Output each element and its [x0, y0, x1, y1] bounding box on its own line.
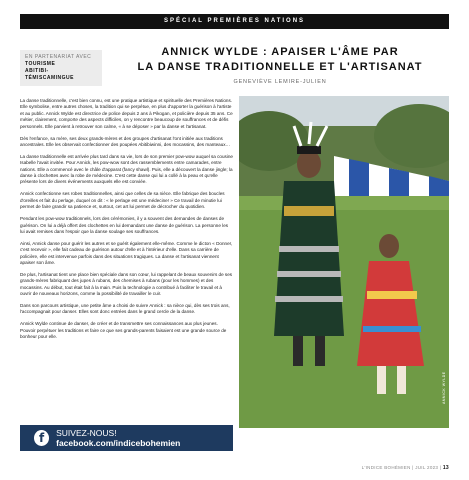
title-line-2: LA DANSE TRADITIONNELLE ET L'ARTISANAT — [137, 61, 423, 73]
facebook-icon: f — [34, 430, 49, 446]
page-number: 13 — [442, 465, 449, 471]
article-photo — [239, 96, 449, 428]
section-label: SPÉCIAL PREMIÈRES NATIONS — [20, 14, 449, 29]
article-body — [20, 98, 233, 346]
follow-label: SUIVEZ-NOUS! — [56, 428, 117, 438]
publication-info: L'INDICE BOHÉMIEN | JUIL 2023 | — [361, 465, 442, 470]
partner-name-line2: ABITIBI-TÉMISCAMINGUE — [25, 68, 74, 81]
title-line-1: ANNICK WYLDE : APAISER L'ÂME PAR — [161, 46, 399, 58]
paragraph: De plus, l'artisanat tient une place bien spéciale dans son cœur, lui rappelant de beaux souvenirs de ses grands-mères fabriquant des jupes à rubans, des chemises à rubans (pour les hommes) et des mocassins. Au début, tout était fait à la main. Puis la technologie a contribué à faciliter le travail et à ouvrir de nouveaux horizons, comme la possibilité de travailler le cuir. — [20, 271, 233, 297]
facebook-link[interactable]: facebook.com/indicebohemien — [56, 438, 181, 448]
paragraph: Ainsi, Annick danse pour guérir les autres et se guérit également elle-même. Comme le dicton « Donner, c'est recevoir », elle fait cadeau de guérison autour d'elle et à l'intérieur d'elle. Dans sa carrière de policière, elle est intervenue parfois dans des situations tragiques. La danse et l'artisanat viennent apaiser son âme. — [20, 240, 233, 266]
paragraph: Annick confectionne ses robes traditionnelles, ainsi que celles de sa nièce. Elle fabrique des boucles d'oreilles et fait du perlage, duquel on dit : « le perlage est une médecine! » Ce travail de minutie lui permet de faire grandir sa patience et, surtout, cet art lui permet de décrocher du quotidien. — [20, 191, 225, 210]
section-banner — [0, 0, 469, 44]
partner-box — [20, 50, 102, 86]
paragraph: Pendant les pow-wow traditionnels, lors des cérémonies, il y a souvent des demandes de danses de guérison. On lui a déjà offert des clochettes en lui demandant une danse de guérison. La personne les lui avait remises dans l'espoir que la danse soulage ses souffrances. — [20, 216, 229, 234]
article-byline: GENEVIÈVE LEMIRE-JULIEN — [233, 79, 327, 85]
paragraph: Dès l'enfance, sa mère, ses deux grands-mères et des groupes d'artisanat l'ont initiée aux traditions ancestrales. Elle les observait confectionner des poupées Abitibiwinni, des mocassins, des manteaux… — [20, 135, 231, 147]
paragraph: La danse traditionnelle, c'est bien connu, est une pratique artistique et spirituelle des Premières Nations. Elle symbolise, entre autres choses, la tradition qui se perpétue, en plus d'apporter la guérison à l'artiste et au public. Annick Wylde est directrice de police depuis 2 ans à Pikogan, et policière depuis 35 ans. Ce métier, clairement, comporte des aspects difficiles, on y rencontre beaucoup de souffrances et de défis personnels. Elle parvient à retrouver son calme, « à se déposer » par la danse et l'artisanat. — [20, 98, 233, 129]
paragraph: La danse traditionnelle est arrivée plus tard dans sa vie, lors de son premier pow-wow auquel sa cousine Isabelle l'avait invitée. Pour Annick, les pow-wow sont des rassemblements entre camarades, entre nations. Elle a commencé avec le châle d'apparat (fancy shawl). Puis, elle a découvert la danse jingle; la danse à clochettes avec la robe de médecine. C'est cette danse qui lui a collé à la peau et qu'elle présente lors de divers événements auxquels elle est conviée. — [20, 153, 233, 185]
facebook-banner[interactable] — [20, 425, 233, 451]
partner-name-line1: TOURISME — [25, 61, 56, 67]
partner-intro: EN PARTENARIAT AVEC — [25, 54, 92, 60]
paragraph: Annick Wylde continue de danser, de créer et de transmettre ses connaissances aux plus jeunes. Pouvoir perpétuer les traditions et faire ce que ses grands-parents faisaient est une grande source de bonheur pour elle. — [20, 321, 227, 340]
article-title — [110, 45, 450, 75]
page-footer — [362, 465, 449, 471]
photo-illustration — [239, 96, 449, 428]
paragraph: Dans son parcours artistique, une petite âme a choisi de suivre Annick : sa nièce qui, dès ses trois ans, l'accompagnait pour danser. Elles sont donc entrées dans le grand cercle de la danse. — [20, 303, 230, 315]
photo-credit: ANNICK WYLDE — [442, 371, 446, 404]
facebook-text — [56, 428, 233, 448]
